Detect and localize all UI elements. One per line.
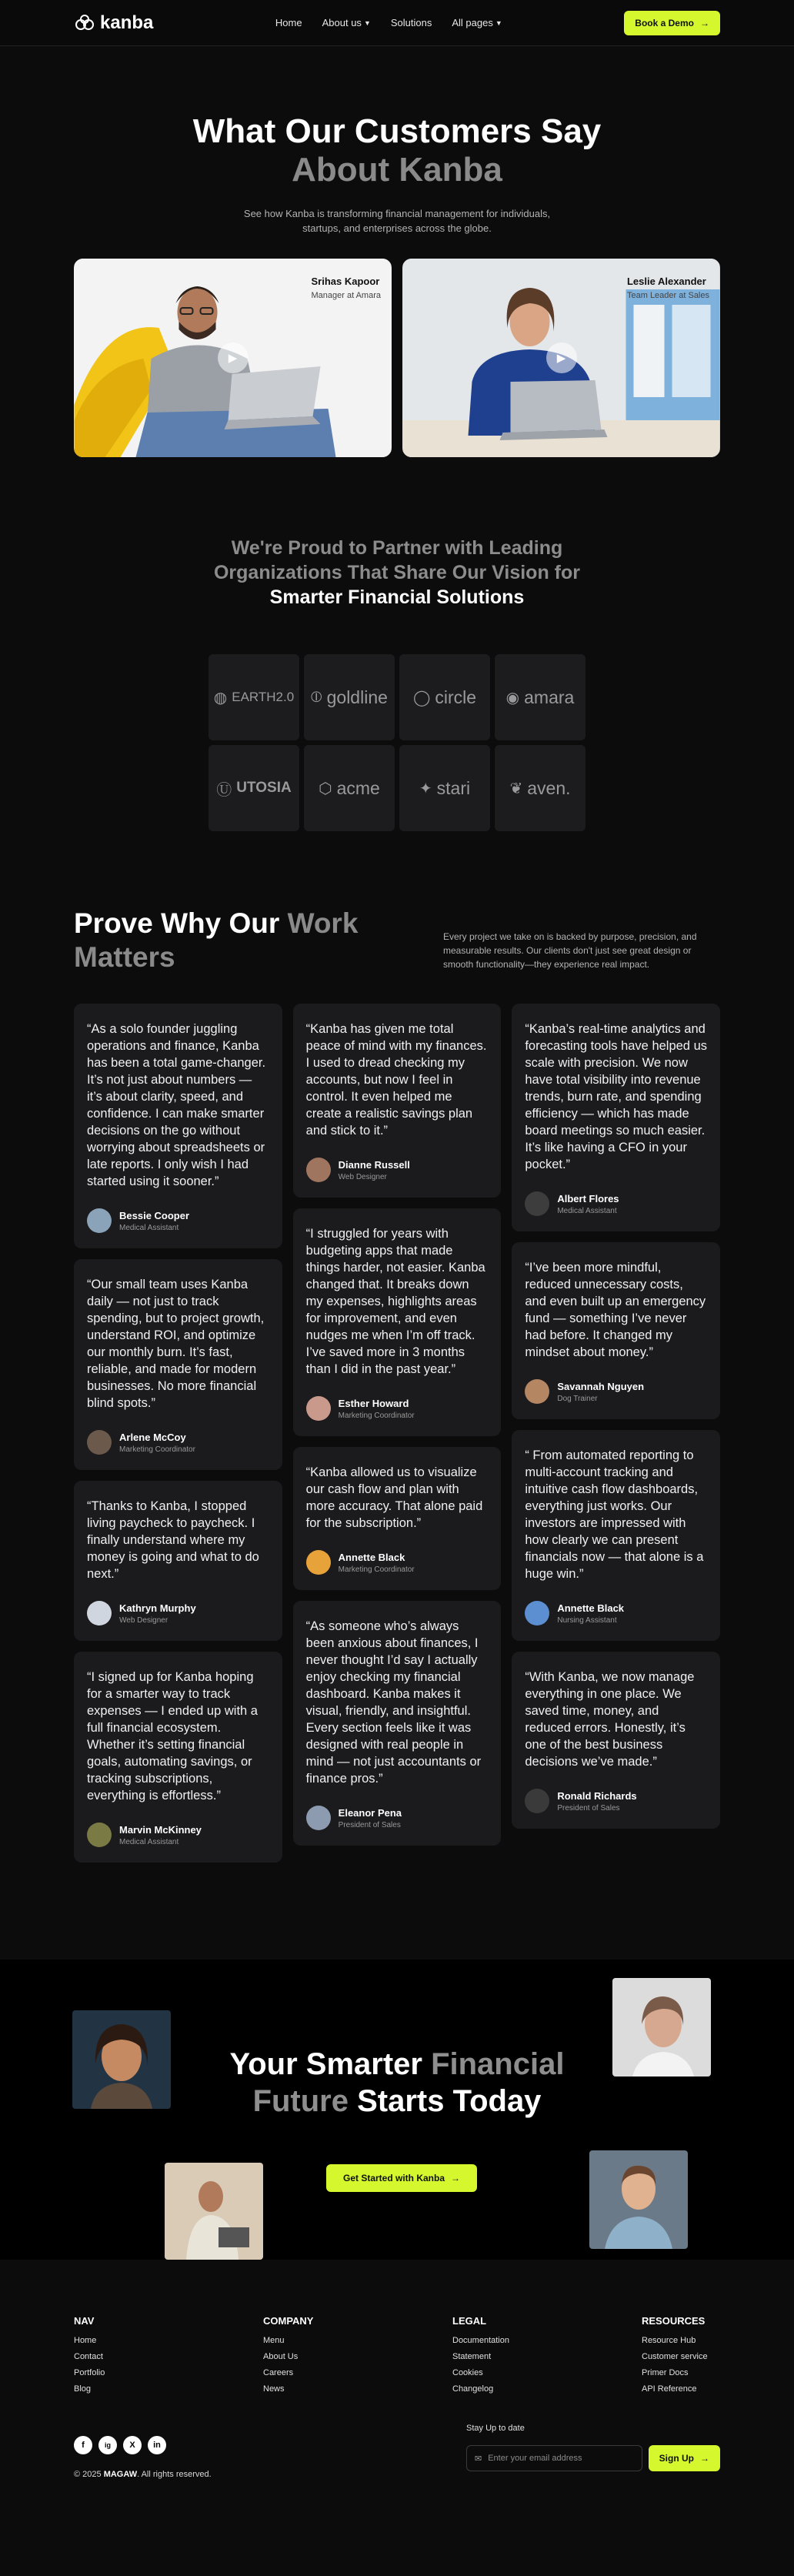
video-testimonials xyxy=(0,259,794,457)
get-started-button[interactable]: Get Started with Kanba → xyxy=(326,2164,477,2192)
partner-logo-acme: ⬡ acme xyxy=(304,745,395,831)
arrow-right-icon: → xyxy=(700,2453,709,2464)
testimonial-author: Annette Black Nursing Assistant xyxy=(525,1601,707,1625)
hero-title: What Our Customers Say About Kanba xyxy=(192,112,602,189)
partner-logo-circle: ◯ circle xyxy=(399,654,490,740)
testimonial-card xyxy=(293,1004,502,1198)
customer-photo xyxy=(589,2150,688,2249)
partner-logo-goldline: ⦶ goldline xyxy=(304,654,395,740)
footer-link[interactable]: News xyxy=(263,2384,285,2394)
footer-link[interactable]: Home xyxy=(74,2336,97,2345)
arrow-right-icon: → xyxy=(699,17,709,28)
testimonial-author: Esther Howard Marketing Coordinator xyxy=(306,1396,489,1421)
customer-photo xyxy=(165,2163,263,2260)
avatar xyxy=(306,1806,331,1830)
testimonial-columns xyxy=(0,1004,794,1863)
hero-subtitle: See how Kanba is transforming financial management for individuals, startups, and enterprises across the globe. xyxy=(243,208,551,234)
nav-all-pages[interactable]: All pages ▼ xyxy=(452,17,502,28)
footer-link[interactable]: Primer Docs xyxy=(642,2368,689,2377)
chevron-down-icon: ▼ xyxy=(495,18,502,27)
testimonial-quote: “Kanba has given me total peace of mind with my finances. I used to dread checking my accounts, but now I feel in control. It even helped me create a realistic savings plan and stick to it.” xyxy=(305,1022,487,1138)
footer-link[interactable]: Cookies xyxy=(452,2368,483,2377)
testimonial-quote: “ From automated reporting to multi-account tracking and intuitive cash flow dashboards, everything just works. Our investors are impressed with how clearly we can present financials now — that alone is a huge win.” xyxy=(525,1448,704,1581)
video-card[interactable] xyxy=(74,259,392,457)
copyright: © 2025 MAGAW. All rights reserved. xyxy=(74,2470,212,2479)
partner-logo-utosia: Ⓤ UTOSIA xyxy=(209,745,299,831)
testimonial-column xyxy=(293,1004,502,1863)
testimonial-quote: “Our small team uses Kanba daily — not just to track spending, but to project growth, understand ROI, and optimize our monthly burn. It’s fast, reliable, and made for modern businesses. No more financial blind spots.” xyxy=(87,1278,265,1410)
testimonial-card xyxy=(74,1004,282,1248)
man-thumbs-up-photo xyxy=(589,2150,688,2249)
testimonial-card xyxy=(293,1208,502,1436)
globe-icon: ◍ xyxy=(213,689,228,707)
footer-columns xyxy=(74,2315,720,2401)
testimonial-column xyxy=(512,1004,720,1863)
arrow-right-icon: → xyxy=(451,2173,461,2183)
footer-link[interactable]: Statement xyxy=(452,2352,492,2361)
utosia-icon: Ⓤ xyxy=(216,781,232,799)
testimonial-author: Bessie Cooper Medical Assistant xyxy=(87,1208,269,1233)
partner-logo-aven: ❦ aven. xyxy=(495,745,585,831)
aven-icon: ❦ xyxy=(509,780,523,797)
chevron-down-icon: ▼ xyxy=(363,18,371,27)
nav-links xyxy=(275,17,502,28)
avatar xyxy=(306,1550,331,1575)
footer-link[interactable]: Documentation xyxy=(452,2336,509,2345)
testimonial-quote: “As someone who’s always been anxious about finances, I never thought I’d say I actually enjoy checking my financial dashboard. Kanba makes it visual, friendly, and insightful. Every section feels like it was designed with real people in mind — not just accountants or finance pros.” xyxy=(305,1619,482,1786)
partners-title: We're Proud to Partner with Leading Organizations That Share Our Vision for Smarter Financial Solutions xyxy=(213,537,580,608)
newsletter xyxy=(466,2424,720,2479)
avatar xyxy=(306,1396,331,1421)
testimonial-author: Ronald Richards President of Sales xyxy=(525,1789,707,1813)
instagram-icon[interactable]: ig xyxy=(98,2436,117,2454)
testimonial-quote: “I struggled for years with budgeting apps that made things harder, not easier. Kanba changed that. It breaks down my expenses, highlights areas for improvement, and even nudges me when I’m off track. I’ve saved more in 3 months than I did in the past year.” xyxy=(305,1227,485,1376)
avatar xyxy=(525,1601,549,1625)
testimonial-author: Kathryn Murphy Web Designer xyxy=(87,1601,269,1625)
linkedin-icon[interactable]: in xyxy=(148,2436,166,2454)
testimonial-card xyxy=(512,1430,720,1641)
prove-title: Prove Why Our Work Matters xyxy=(74,907,359,973)
play-icon[interactable]: ▶ xyxy=(218,342,249,373)
partner-logo-amara: ◉ amara xyxy=(495,654,585,740)
footer-link[interactable]: Resource Hub xyxy=(642,2336,696,2345)
testimonial-quote: “As a solo founder juggling operations and finance, Kanba has been a total game-changer. It’s not just about numbers — it’s about clarity, speed, and confidence. I can make smarter decisions on the go without worrying about spreadsheets or late reports. I only wish I had started using it sooner.” xyxy=(87,1022,266,1188)
testimonial-author: Albert Flores Medical Assistant xyxy=(525,1191,707,1216)
avatar xyxy=(306,1158,331,1182)
testimonial-quote: “With Kanba, we now manage everything in one place. We saved time, money, and reduced errors. Honestly, it’s one of the best business decisions we’ve made.” xyxy=(525,1670,695,1769)
testimonial-author: Dianne Russell Web Designer xyxy=(306,1158,489,1182)
footer-column-company: COMPANY Menu About Us Careers News xyxy=(263,2315,452,2401)
testimonial-card xyxy=(74,1652,282,1863)
nav-home[interactable]: Home xyxy=(275,17,302,28)
footer-link[interactable]: API Reference xyxy=(642,2384,697,2394)
avatar xyxy=(525,1191,549,1216)
testimonial-card xyxy=(512,1004,720,1231)
footer-column-nav: NAV Home Contact Portfolio Blog xyxy=(74,2315,263,2401)
testimonial-author: Eleanor Pena President of Sales xyxy=(306,1806,489,1830)
footer-link[interactable]: Careers xyxy=(263,2368,294,2377)
ring-icon: ◯ xyxy=(412,689,431,707)
avatar xyxy=(525,1379,549,1404)
testimonial-quote: “Kanba’s real-time analytics and forecasting tools have helped us scale with precision. We now have total visibility into revenue trends, burn rate, and spending efficiency — which has made board meetings so much easier. It’s like having a CFO in your pocket.” xyxy=(525,1022,707,1171)
partner-logo-grid xyxy=(0,654,794,831)
testimonial-quote: “Thanks to Kanba, I stopped living paycheck to paycheck. I finally understand where my money is going and what to do next.” xyxy=(87,1499,259,1581)
footer-link[interactable]: Menu xyxy=(263,2336,285,2345)
video-person: Leslie Alexander Team Leader at Sales xyxy=(626,276,709,300)
amara-icon: ◉ xyxy=(505,689,520,707)
logo[interactable] xyxy=(74,12,153,34)
testimonial-card xyxy=(74,1259,282,1470)
avatar xyxy=(87,1208,112,1233)
logo-text: kanba xyxy=(100,12,154,33)
testimonial-column xyxy=(74,1004,282,1863)
avatar xyxy=(87,1430,112,1455)
email-input[interactable] xyxy=(488,2454,633,2463)
video-card[interactable] xyxy=(402,259,720,457)
footer xyxy=(0,2260,794,2479)
footer-link[interactable]: Changelog xyxy=(452,2384,494,2394)
testimonials-hero xyxy=(0,46,794,236)
footer-column-legal: LEGAL Documentation Statement Cookies Changelog xyxy=(452,2315,642,2401)
cta-section xyxy=(0,1960,794,2260)
nav-about-us[interactable]: About us ▼ xyxy=(322,17,371,28)
testimonial-author: Arlene McCoy Marketing Coordinator xyxy=(87,1430,269,1455)
testimonial-author: Marvin McKinney Medical Assistant xyxy=(87,1823,269,1847)
man-on-laptop-photo xyxy=(165,2163,263,2260)
footer-link[interactable]: Portfolio xyxy=(74,2368,105,2377)
cta-title: Your Smarter Financial Future Starts Today xyxy=(229,2047,565,2118)
social-links xyxy=(74,2436,212,2454)
prove-description: Every project we take on is backed by purpose, precision, and measurable results. Our clients don't just see great design or smooth functionality—they experience real impact. xyxy=(443,931,697,970)
newsletter-label: Stay Up to date xyxy=(466,2424,525,2433)
testimonial-card xyxy=(293,1601,502,1846)
testimonial-card xyxy=(293,1447,502,1590)
facebook-icon[interactable]: f xyxy=(74,2436,92,2454)
goldline-icon: ⦶ xyxy=(311,688,322,706)
prove-header xyxy=(0,831,794,974)
top-nav xyxy=(0,0,794,46)
mail-icon: ✉ xyxy=(475,2454,482,2464)
partners-section xyxy=(0,457,794,831)
book-demo-button[interactable]: Book a Demo → xyxy=(624,11,720,35)
partner-logo-earth: ◍ EARTH2.0 xyxy=(209,654,299,740)
star-icon: ✦ xyxy=(419,780,432,797)
testimonial-card xyxy=(512,1242,720,1419)
testimonial-quote: “I signed up for Kanba hoping for a smarter way to track expenses — I ended up with a full financial ecosystem. Whether it’s setting financial goals, automating savings, or tracking subscriptions, everything is effortless.” xyxy=(87,1670,258,1803)
testimonial-card xyxy=(74,1481,282,1641)
avatar xyxy=(87,1823,112,1847)
sign-up-button[interactable]: Sign Up → xyxy=(649,2445,720,2471)
partner-logo-stari: ✦ stari xyxy=(399,745,490,831)
kanba-logo-icon xyxy=(74,14,95,32)
footer-column-resources: RESOURCES Resource Hub Customer service Primer Docs API Reference xyxy=(642,2315,708,2394)
testimonial-quote: “I’ve been more mindful, reduced unnecessary costs, and even built up an emergency fund — something I’ve never had before. It changed my mindset about money.” xyxy=(525,1261,706,1359)
footer-bottom xyxy=(74,2424,720,2479)
nav-solutions[interactable]: Solutions xyxy=(390,17,432,28)
x-icon[interactable]: X xyxy=(123,2436,142,2454)
avatar xyxy=(87,1601,112,1625)
acme-icon: ⬡ xyxy=(319,780,332,797)
testimonial-author: Annette Black Marketing Coordinator xyxy=(306,1550,489,1575)
footer-link[interactable]: About Us xyxy=(263,2352,299,2361)
footer-link[interactable]: Contact xyxy=(74,2352,103,2361)
footer-link[interactable]: Blog xyxy=(74,2384,92,2394)
play-icon[interactable]: ▶ xyxy=(546,342,577,373)
video-person: Srihas Kapoor Manager at Amara xyxy=(311,276,381,300)
avatar xyxy=(525,1789,549,1813)
testimonial-author: Savannah Nguyen Dog Trainer xyxy=(525,1379,707,1404)
footer-link[interactable]: Customer service xyxy=(642,2352,708,2361)
testimonial-card xyxy=(512,1652,720,1829)
newsletter-form xyxy=(466,2445,720,2471)
testimonial-quote: “Kanba allowed us to visualize our cash flow and plan with more accuracy. That alone paid for the subscription.” xyxy=(305,1465,483,1530)
email-field[interactable] xyxy=(466,2445,642,2471)
